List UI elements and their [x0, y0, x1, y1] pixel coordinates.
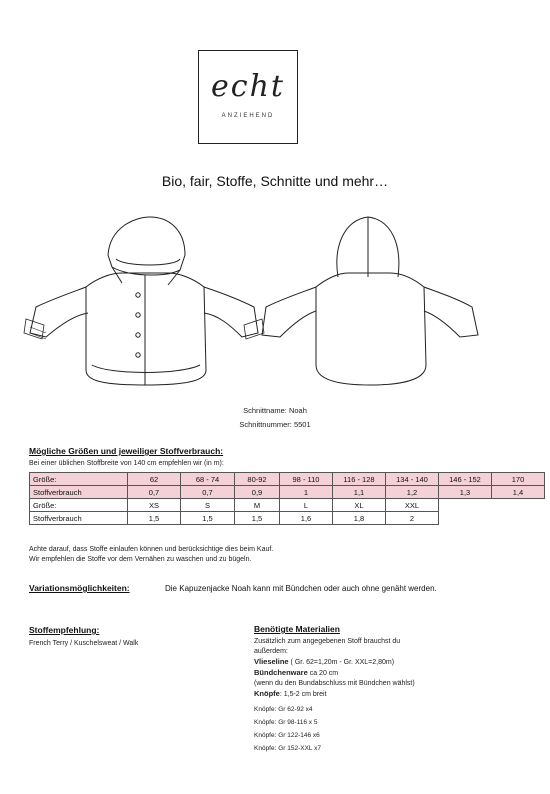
- variations-heading: Variationsmöglichkeiten:: [29, 583, 130, 593]
- materials-block: [254, 624, 514, 755]
- pattern-number: Schnittnummer: 5501: [239, 420, 311, 429]
- size-table-row-label: Stoffverbrauch: [30, 512, 128, 525]
- size-table-row-label: Stoffverbrauch: [30, 486, 128, 499]
- buttons-text: : 1,5-2 cm breit: [279, 691, 327, 698]
- brand-logo: [198, 50, 298, 144]
- size-table-row-label: Größe:: [30, 473, 128, 486]
- cuff-text: ca 20 cm: [307, 670, 339, 677]
- size-table-row-label: Größe:: [30, 499, 128, 512]
- size-table-cell: XS: [128, 499, 181, 512]
- jacket-front-drawing: [24, 217, 264, 385]
- materials-intro-2: außerdem:: [254, 648, 288, 655]
- logo-subtitle: ANZIEHEND: [221, 113, 275, 119]
- size-table-cell: 2: [386, 512, 439, 525]
- size-table-cell: 170: [492, 473, 545, 486]
- size-table-cell: 1,8: [333, 512, 386, 525]
- size-table-cell: [492, 499, 545, 512]
- size-table-cell: 134 - 140: [386, 473, 439, 486]
- vlieseline-line: [254, 657, 514, 668]
- size-table-cell: 1,2: [386, 486, 439, 499]
- logo-script-text: echt: [211, 69, 285, 104]
- size-table-cell: 98 - 110: [280, 473, 333, 486]
- cuff-note: (wenn du den Bundabschluss mit Bündchen wählst): [254, 680, 415, 687]
- jacket-technical-drawings: [0, 215, 550, 395]
- size-table-cell: 1,1: [333, 486, 386, 499]
- materials-intro-1: Zusätzlich zum angegebenen Stoff brauchst du: [254, 638, 401, 645]
- buttons-label: Knöpfe: [254, 689, 280, 698]
- size-table-cell: 0,7: [181, 486, 235, 499]
- size-table-row: [30, 499, 545, 512]
- size-table-cell: 62: [128, 473, 181, 486]
- care-note-line-1: Achte darauf, dass Stoffe einlaufen können und berücksichtige dies beim Kauf.: [29, 546, 274, 553]
- size-table-cell: 1,3: [439, 486, 492, 499]
- size-table-cell: XL: [333, 499, 386, 512]
- button-count-line: Knöpfe: Gr 152-XXL x7: [254, 745, 321, 752]
- size-table-cell: 1,5: [128, 512, 181, 525]
- fabric-width-note: Bei einer üblichen Stoffbreite von 140 cm empfehlen wir (in m):: [29, 460, 224, 467]
- jacket-back-drawing: [262, 217, 478, 385]
- size-table-cell: XXL: [386, 499, 439, 512]
- button-count-line: Knöpfe: Gr 62-92 x4: [254, 706, 313, 713]
- materials-heading: Benötigte Materialien: [254, 624, 340, 634]
- size-table-cell: 146 - 152: [439, 473, 492, 486]
- buttons-line: [254, 689, 514, 700]
- size-table-row: [30, 486, 545, 499]
- size-table-cell: 1: [280, 486, 333, 499]
- fabric-text: French Terry / Kuschelsweat / Walk: [29, 640, 139, 647]
- variations-text: Die Kapuzenjacke Noah kann mit Bündchen oder auch ohne genäht werden.: [165, 584, 437, 593]
- sizes-heading: Mögliche Größen und jeweiliger Stoffverbrauch:: [29, 446, 224, 456]
- size-table-cell: S: [181, 499, 235, 512]
- tagline: Bio, fair, Stoffe, Schnitte und mehr…: [161, 173, 389, 189]
- button-count-line: Knöpfe: Gr 122-146 x6: [254, 732, 320, 739]
- size-table-cell: L: [280, 499, 333, 512]
- button-count-list: [254, 703, 514, 755]
- size-table-cell: 68 - 74: [181, 473, 235, 486]
- size-table-cell: 1,6: [280, 512, 333, 525]
- size-table-cell: [439, 499, 492, 512]
- size-table-cell: 116 - 128: [333, 473, 386, 486]
- fabric-heading: Stoffempfehlung:: [29, 625, 100, 635]
- vlieseline-label: Vlieseline: [254, 657, 289, 666]
- size-table-cell: [492, 512, 545, 525]
- size-table-cell: 80-92: [235, 473, 280, 486]
- size-table-cell: M: [235, 499, 280, 512]
- size-table-cell: 1,5: [235, 512, 280, 525]
- size-table: [29, 472, 545, 525]
- size-table-row: [30, 473, 545, 486]
- button-count-line: Knöpfe: Gr 98-116 x 5: [254, 719, 318, 726]
- size-table-cell: 1,5: [181, 512, 235, 525]
- size-table-cell: [439, 512, 492, 525]
- size-table-cell: 1,4: [492, 486, 545, 499]
- size-table-cell: 0,9: [235, 486, 280, 499]
- size-table-cell: 0,7: [128, 486, 181, 499]
- size-table-row: [30, 512, 545, 525]
- cuff-label: Bündchenware: [254, 668, 308, 677]
- pattern-name: Schnittname: Noah: [243, 406, 307, 415]
- cuff-line: [254, 668, 514, 679]
- care-note-line-2: Wir empfehlen die Stoffe vor dem Vernähen zu waschen und zu bügeln.: [29, 556, 252, 563]
- vlieseline-text: ( Gr. 62=1,20m - Gr. XXL=2,80m): [288, 659, 395, 666]
